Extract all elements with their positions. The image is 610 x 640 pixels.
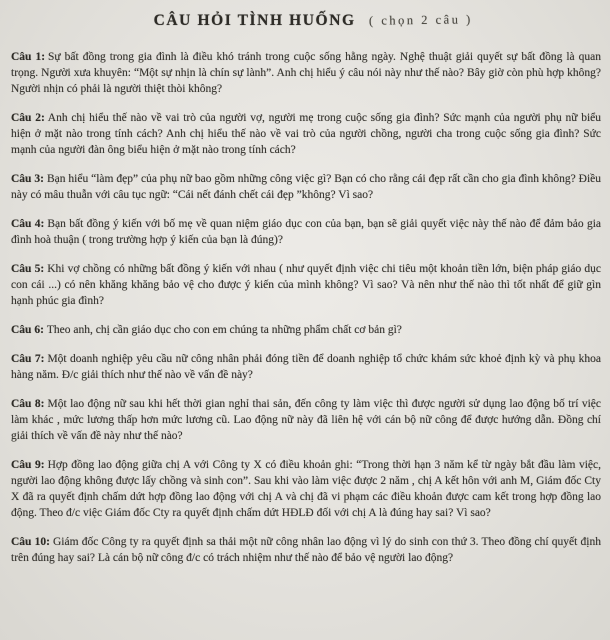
question-1-text: Sự bất đồng trong gia đình là điều khó tránh trong cuộc sống hằng ngày. Nghệ thuật giải quyết sự bất đồng là quan trọng. Người xưa khuyên: “Một sự nhịn là chín sự lành”. Anh chị hiểu ý câu nói này như thế nào? Bây giờ còn phù hợp không? Người nhịn có phải là người thiệt thòi không? [11,51,602,95]
question-1-label: Câu 1: [11,51,46,63]
question-9-label: Câu 9: [11,459,45,471]
question-5-text: Khi vợ chồng có những bất đồng ý kiến với nhau ( như quyết định việc chi tiêu một khoản tiền lớn, biện pháp giáo dục con cái ...) có nên khăng khăng bảo vệ cho được ý kiến của mình không? Vì sao? Và nên như thế nào thì tốt nhất để giữ gìn hạnh phúc gia đình? [11,263,601,307]
question-6-text: Theo anh, chị cần giáo dục cho con em chúng ta những phẩm chất cơ bản gì? [46,324,402,336]
handwritten-annotation: ( chọn 2 câu ) [368,12,473,28]
question-4-text: Bạn bất đồng ý kiến với bố mẹ về quan niệm giáo dục con của bạn, bạn sẽ giải quyết việc này thế nào để đảm bảo gia đình hoà thuận ( trong trường hợp ý kiến của bạn là đúng)? [11,218,602,246]
question-5-label: Câu 5: [11,263,45,275]
question-6 [11,322,601,338]
question-1 [11,49,601,97]
question-8 [11,396,601,444]
question-2-label: Câu 2: [11,112,45,124]
question-4-label: Câu 4: [11,218,45,230]
page-title: CÂU HỎI TÌNH HUỐNG [153,12,356,29]
question-2 [11,110,601,158]
question-3-text: Bạn hiểu “làm đẹp” của phụ nữ bao gồm những công việc gì? Bạn có cho rằng cái đẹp rất cần cho gia đình không? Điều này có mâu thuẫn với câu tục ngữ: “Cái nết đánh chết cái đẹp ”không? Vì sao? [11,173,602,201]
question-6-label: Câu 6: [11,324,44,336]
question-3-label: Câu 3: [11,173,44,185]
question-9 [11,457,601,521]
question-8-text: Một lao động nữ sau khi hết thời gian nghỉ thai sản, đến công ty làm việc thì được người sử dụng lao động bố trí việc làm khác , mức lương thấp hơn mức lương cũ. Lao động nữ này đã liên hệ với cán bộ nữ công để được hướng dẫn. Đồng chí giải thích về vấn đề này như thế nào? [11,398,601,442]
document-title-row [25,12,601,30]
question-10-text: Giám đốc Công ty ra quyết định sa thải một nữ công nhân lao động vì lý do sinh con thứ 3. Theo đồng chí quyết định trên đúng hay sai? Là cán bộ nữ công đ/c có trách nhiệm như thế nào để bảo vệ người lao động? [11,536,601,564]
question-2-text: Anh chị hiểu thế nào về vai trò của người vợ, người mẹ trong cuộc sống gia đình? Sức mạnh của người phụ nữ biểu hiện ở mặt nào trong tính cách? Anh chị hiểu thế nào về vai trò của người chồng, người cha trong cuộc sống gia đình? Sức mạnh của người đàn ông biểu hiện ở mặt nào trong tính cách? [11,112,601,156]
question-5 [11,261,601,309]
question-8-label: Câu 8: [11,398,45,410]
question-7-label: Câu 7: [11,353,45,365]
question-7-text: Một doanh nghiệp yêu cầu nữ công nhân phải đóng tiền để doanh nghiệp tổ chức khám sức khoẻ định kỳ và phụ khoa hàng năm. Đ/c giải thích như thế nào về vấn đề này? [11,353,602,381]
question-10-label: Câu 10: [11,536,50,548]
question-3 [11,171,601,203]
question-7 [11,351,601,383]
question-10 [11,534,601,566]
question-9-text: Hợp đồng lao động giữa chị A với Công ty X có điều khoản ghi: “Trong thời hạn 3 năm kể từ ngày bắt đầu làm việc, người lao động không được lấy chồng và sinh con”. Sau khi vào làm việc được 2 năm , chị A kết hôn với anh M, Giám đốc Cty X đã ra quyết định chấm dứt hợp đồng lao động với chị A và chị đã vi phạm các điều khoản được cam kết trong hợp đồng lao động. Theo đ/c việc Giám đốc Cty ra quyết định chấm dứt HĐLĐ đối với chị A là đúng hay sai? Vì sao? [11,459,602,519]
question-4 [11,216,601,248]
